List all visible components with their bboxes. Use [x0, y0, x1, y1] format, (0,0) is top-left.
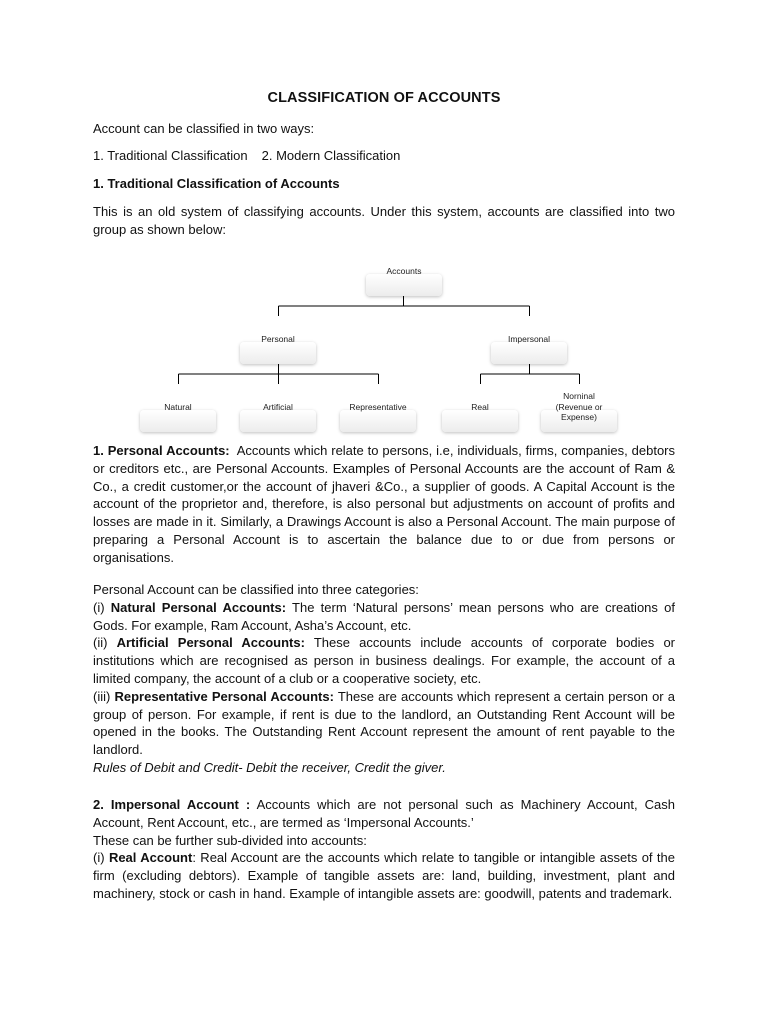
node-natural-box: [140, 410, 216, 432]
artificial-personal-text: These accounts include accounts of corporate bodies or institutions which are recognised as person in business dealings. For example, the account of a limited company, the account of a club or a cooperative society, etc.: [93, 635, 676, 686]
section1-heading: [93, 175, 340, 193]
impersonal-text: Accounts which are not personal such as Machinery Account, Cash Account, Rent Account, etc., are termed as ‘Impersonal Accounts.’: [93, 797, 675, 830]
node-nominal-label: [536, 391, 622, 423]
section1-text: This is an old system of classifying accounts. Under this system, accounts are classified into two group as shown below:: [93, 204, 675, 237]
node-impersonal-box: [491, 342, 567, 364]
nominal-line-3: Expense): [561, 412, 597, 422]
artificial-prefix: (ii): [93, 635, 117, 651]
impersonal-heading: 2. Impersonal Account :: [93, 797, 251, 812]
categories-section: [93, 581, 675, 777]
impersonal-subdivided: These can be further sub-divided into accounts:: [93, 832, 367, 848]
natural-personal-heading: Natural Personal Accounts:: [110, 599, 287, 615]
node-accounts-label: Accounts: [386, 266, 422, 276]
representative-personal-text: These are accounts which represent a certain person or a group of person. For example, if rent is due to the landlord, an Outstanding Rent Account will be opened in the books. The Outstanding Rent Account represent the amount of rent payable to the landlord.: [93, 688, 675, 758]
categories-intro: Personal Account can be classified into three categories:: [93, 582, 419, 597]
impersonal-section: [93, 796, 675, 903]
natural-personal-text: The term ‘Natural persons’ mean persons who are creations of Gods. For example, Ram Account, Asha’s Account, etc.: [93, 599, 675, 633]
debit-credit-rule-text: Rules of Debit and Credit- Debit the receiver, Credit the giver.: [93, 759, 446, 775]
personal-accounts-text: Accounts which relate to persons, i.e, individuals, firms, companies, debtors or creditors etc., are Personal Accounts. Examples of Personal Accounts are the account of Ram & Co., a credit customer,or the account of jhaveri &Co., a supplier of goods. A Capital Account is the account of the proprietor and, therefore, is also personal but adjustments on account of profits and losses are made in it. Similarly, a Drawings Account is also a Personal Account. The main purpose of preparing a Personal Account is to ascertain the balance due to or due from persons or organisations.: [93, 443, 676, 565]
way-traditional: 1. Traditional Classification: [93, 148, 248, 163]
section1-heading-text: 1. Traditional Classification of Accounts: [93, 176, 340, 191]
node-natural-label: Natural: [164, 402, 192, 412]
intro-text: Account can be classified in two ways:: [93, 121, 315, 136]
node-artificial-label: Artificial: [263, 402, 293, 412]
real-account-heading: Real Account: [108, 850, 193, 866]
nominal-line-1: Norninal: [563, 391, 595, 401]
impersonal-paragraph: [93, 796, 675, 832]
node-impersonal-label: Impersonal: [507, 334, 551, 344]
representative-prefix: (iii): [93, 688, 115, 704]
node-representative-box: [340, 410, 416, 432]
debit-credit-rule: [93, 759, 675, 777]
node-representative-label: Representative: [349, 402, 407, 412]
real-prefix: (i): [93, 850, 109, 866]
artificial-personal-heading: Artificial Personal Accounts:: [116, 635, 305, 651]
personal-accounts-paragraph: [93, 442, 675, 567]
natural-personal-paragraph: [93, 599, 675, 635]
node-artificial-box: [240, 410, 316, 432]
node-real-label: Real: [471, 402, 489, 412]
personal-accounts-heading: 1. Personal Accounts:: [93, 443, 230, 458]
real-account-paragraph: [93, 849, 675, 902]
natural-prefix: (i): [93, 599, 111, 615]
node-personal-label: Personal: [261, 334, 295, 344]
nominal-line-2: (Revenue or: [555, 401, 603, 412]
representative-personal-heading: Representative Personal Accounts:: [114, 688, 334, 704]
artificial-personal-paragraph: [93, 634, 675, 687]
representative-personal-paragraph: [93, 688, 675, 759]
page-title: CLASSIFICATION OF ACCOUNTS: [267, 90, 501, 106]
way-modern: 2. Modern Classification: [261, 148, 401, 163]
node-real-box: [442, 410, 518, 432]
real-account-text: : Real Account are the accounts which relate to tangible or intangible assets of the firm (excluding debtors). Example of tangible assets are: land, building, investment, plant and machinery, stock or cash in hand. Example of intangible assets are: goodwill, patents and trademark.: [93, 850, 675, 901]
classification-ways: [93, 147, 400, 165]
node-accounts-box: [366, 274, 442, 296]
node-personal-box: [240, 342, 316, 364]
